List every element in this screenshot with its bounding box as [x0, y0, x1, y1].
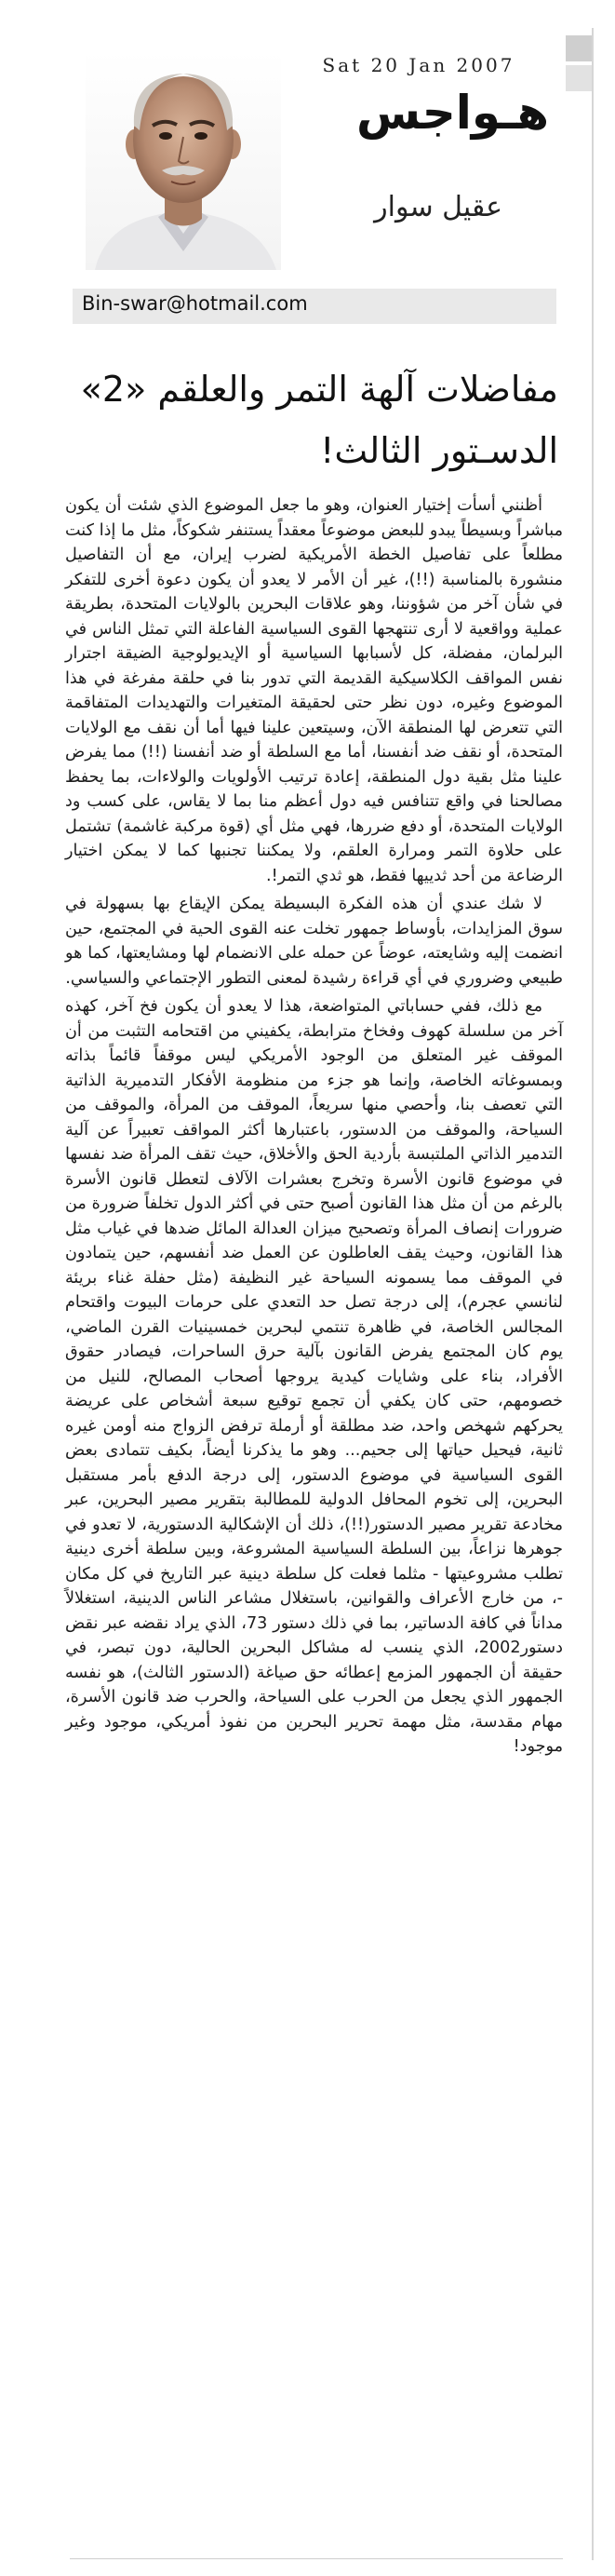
- author-email[interactable]: Bin-swar@hotmail.com: [82, 292, 308, 315]
- article-body: [65, 493, 563, 1763]
- article-title: [65, 358, 558, 481]
- title-line-2: الدسـتور الثالث!: [320, 430, 558, 471]
- article-paragraph: أظنني أسأت إختيار العنوان، وهو ما جعل الموضوع الذي شئت أن يكون مباشراً وبسيطاً يبدو للبعض موضوعاً معقداً يستنفر شكوكاً، مثل ما إذا كنت مطلعاً على تفاصيل الخطة الأمريكية لضرب إيران، مع أن التفاصيل منشورة بالمناسبة (!!)، غير أن الأمر لا يعدو أن يكون دعوة أخرى للتفكر في شأن آخر من شؤوننا، وهو علاقات البحرين بالولايات المتحدة، بطريقة عملية وواقعية لا أرى تنتهجها القوى السياسية الفاعلة التي تمثل الناس في البرلمان، مفضلة، كل لأسبابها السياسية أو الإيديولوجية الضيقة اجترار نفس المواقف الكلاسيكية القديمة التي تدور بنا في حلقة مفرغة في هذا الموضوع وغيره، دون نظر حتى لحقيقة المتغيرات والتهديدات المتفاقمة التي تتعرض لها المنطقة الآن، وسيتعين علينا فيها أما أن نقف مع الولايات المتحدة، أو نقف ضد أنفسنا، أما مع السلطة أو ضد أنفسنا (!!) مما يفرض علينا مثل بقية دول المنطقة، إعادة ترتيب الأولويات والولاءات، بما يحفظ مصالحنا في واقع تتنافس فيه دول أعظم منا بما لا يقاس، على كسب ود الولايات المتحدة، أو دفع ضررها، فهي مثل أي (قوة مركبة غاشمة) تشتمل على حلاوة التمر ومرارة العلقم، ولا يمكننا تجنبها كما لا يمكن اختيار الرضاعة من أحد ثدييها فقط، هو ثدي التمر!.: [65, 496, 563, 885]
- author-photo: [86, 51, 281, 270]
- article-paragraph: لا شك عندي أن هذه الفكرة البسيطة يمكن الإيقاع بها بسهولة في سوق المزايدات، بأوساط جمهور تخلت عنه القوى الحية في المجتمع، حين انضمت إليه وشايعته، عوضاً عن حمله على الانضمام لها ومشايعتها، كما هو طبيعي وضروري في أي قراءة رشيدة لمعنى التطور الإجتماعي والسياسي.: [65, 895, 563, 988]
- column-name: هـواجس: [356, 86, 549, 140]
- margin-block-second: [566, 65, 592, 91]
- author-name: عقيل سوار: [374, 191, 502, 223]
- margin-block-top: [566, 35, 592, 61]
- margin-rule: [592, 28, 594, 2560]
- article-paragraph: مع ذلك، ففي حساباتي المتواضعة، هذا لا يعدو أن يكون فخ آخر، كهذه آخر من سلسلة كهوف وفخاخ مترابطة، يكفيني من اقتحامه التثبت من أن الموقف غير المتعلق من الوجود الأمريكي ليس موقفاً قائماً بذاته وبمسوغاته الخاصة، وإنما هو جزء من منظومة الأفكار التدميرية الذاتية التي تعصف بنا، وأحصي منها سريعاً، الموقف من المرأة، والموقف من السياحة، والموقف من الدستور، باعتبارها أكثر المواقف تعبيراً عن آلية التدمير الذاتي الملتبسة بأردية الحق والأخلاق، حيث تقف المرأة ضد نفسها في موضوع قانون الأسرة وتخرج بعشرات الآلاف لتعطل قانون الأسرة بالرغم من أن مثل هذا القانون أصبح حتى في أكثر الدول تخلفاً ضرورة من ضرورات إنصاف المرأة وتصحيح ميزان العدالة المائل ضدها في غياب مثل هذا القانون، وحيث يقف العاطلون عن العمل ضد أنفسهم، حين يتمادون في الموقف مما يسمونه السياحة غير النظيفة (مثل حفلة غناء بريئة لنانسي عجرم)، إلى درجة تصل حد التعدي على حرمات البيوت واقتحام المجالس الخاصة، في ظاهرة تنتمي لبحرين خمسينيات القرن الماضي، يوم كان المجتمع يفرض القانون بآلية حرق الساحرات، فيصادر حقوق الأفراد، بناء على وشايات كيدية يروجها أصحاب المصالح، للنيل من خصومهم، حتى كان يكفي أن تجمع توقيع سبعة أشخاص على عريضة يحركهم شهخص واحد، ضد مطلقة أو أرملة ترفض الزواج منه أومن غيره ثانية، فيحيل حياتها إلى جحيم... وهو ما يذكرنا أيضاً، بكيف تتمادى بعض القوى السياسية في موضوع الدستور، إلى درجة الدفع بأمر مستقبل البحرين، إلى تخوم المحافل الدولية للمطالبة بتقرير مصير البحرين، عبر مخادعة تقرير مصير الدستور(!!)، ذلك أن الإشكالية الدستورية، لا تعدو في جوهرها نزاعاً، بين السلطة السياسية المشروعة، وبين سلطة أخرى دينية تطلب مشروعيتها - مثلما فعلت كل سلطة دينية عبر التاريخ في كل مكان -، من خارج الأعراف والقوانين، باستغلال مشاعر الناس الدينية، استغلالاً مداناً في كافة الدساتير، بما في ذلك دستور 73، الذي يراد نقضه عبر نقض دستور2002، الذي ينسب له مشاكل البحرين الحالية، دون تبصر، في حقيقة أن الجمهور المزمع إعطائه حق صياغة (الدستور الثالث)، هو نفسه الجمهور الذي يجعل من الحرب على السياحة، والحرب ضد قانون الأسرة، مهام مقدسة، مثل مهمة تحرير البحرين من نفوذ أمريكي، موجود وغير موجود!: [65, 997, 563, 1756]
- issue-date: Sat 20 Jan 2007: [322, 54, 515, 76]
- bottom-divider: [70, 2558, 563, 2559]
- title-line-1: مفاضلات آلهة التمر والعلقم «2»: [80, 369, 558, 410]
